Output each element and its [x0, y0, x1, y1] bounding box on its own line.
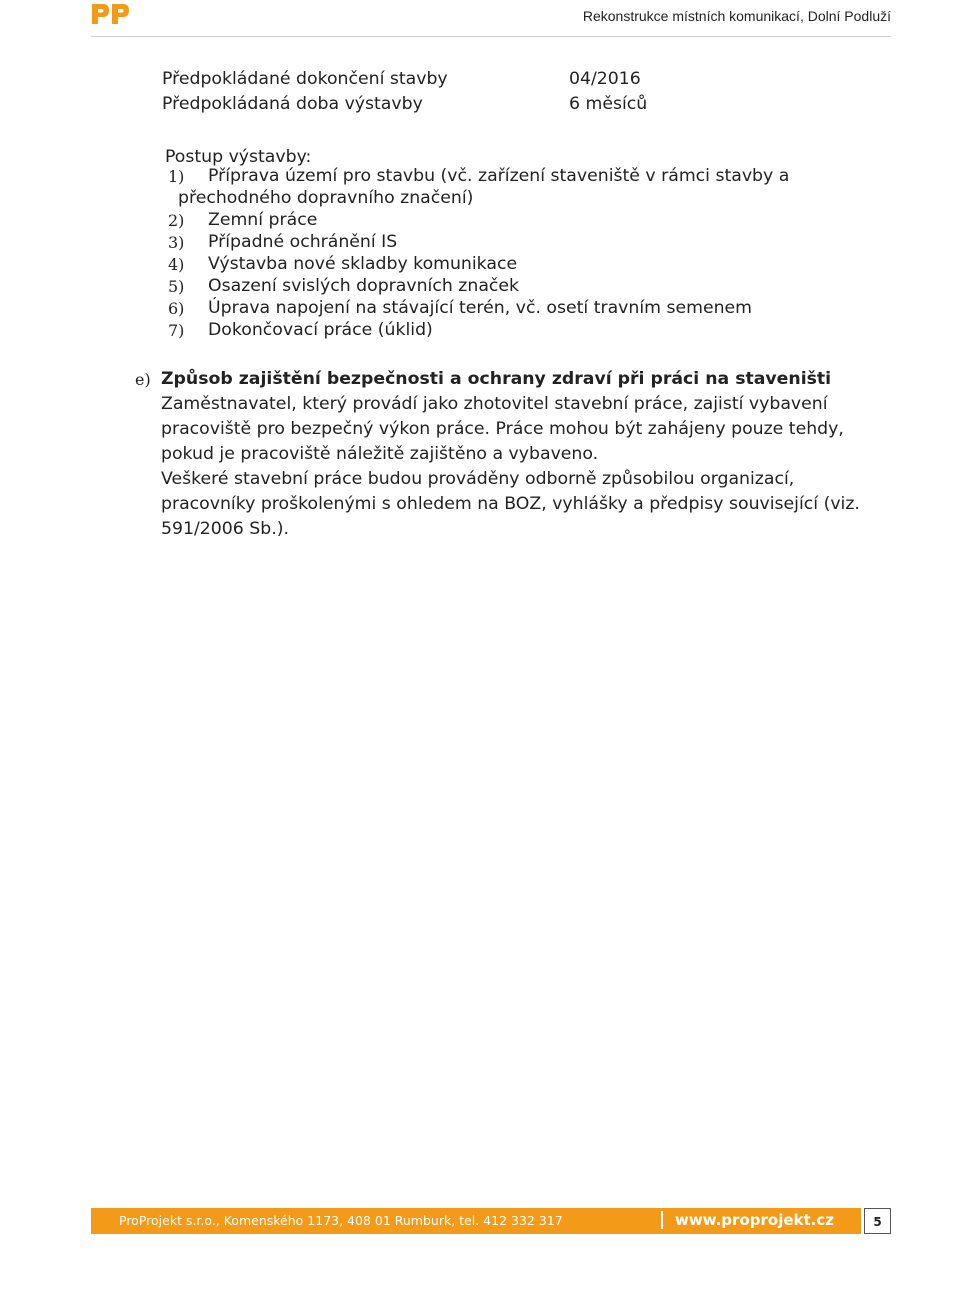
list-item-number: 6) — [168, 299, 185, 318]
footer-bar — [91, 1208, 861, 1234]
list-item: Příprava území pro stavbu (vč. zařízení staveniště v rámci stavby a — [208, 166, 790, 186]
paragraph-line: pokud je pracoviště náležitě zajištěno a vybaveno. — [161, 444, 599, 464]
list-item: Případné ochránění IS — [208, 232, 398, 252]
paragraph-line: 591/2006 Sb.). — [161, 519, 289, 539]
completion-value: 04/2016 — [569, 69, 641, 89]
page-number: 5 — [864, 1208, 891, 1234]
duration-value: 6 měsíců — [569, 94, 648, 114]
list-item-number: 3) — [168, 233, 185, 252]
list-item-number: 4) — [168, 255, 185, 274]
completion-label: Předpokládané dokončení stavby — [162, 69, 448, 89]
footer-website-link[interactable]: www.proprojekt.cz — [675, 1211, 834, 1229]
list-item: Dokončovací práce (úklid) — [208, 320, 433, 340]
section-heading: Způsob zajištění bezpečnosti a ochrany zdraví při práci na staveništi — [161, 369, 832, 389]
header-divider — [91, 36, 891, 37]
list-item-number: 5) — [168, 277, 185, 296]
footer-address: ProProjekt s.r.o., Komenského 1173, 408 01 Rumburk, tel. 412 332 317 — [119, 1213, 563, 1228]
document-title: Rekonstrukce místních komunikací, Dolní Podluží — [582, 8, 891, 24]
duration-label: Předpokládaná doba výstavby — [162, 94, 423, 114]
list-item: Výstavba nové skladby komunikace — [208, 254, 518, 274]
procedure-heading: Postup výstavby: — [165, 147, 312, 167]
list-item-continuation: přechodného dopravního značení) — [178, 188, 474, 208]
list-item: Zemní práce — [208, 210, 318, 230]
proprojekt-logo — [91, 3, 131, 25]
list-item-number: 2) — [168, 211, 185, 230]
list-item: Osazení svislých dopravních značek — [208, 276, 520, 296]
list-item-number: 7) — [168, 321, 185, 340]
paragraph-line: pracovníky proškolenými s ohledem na BOZ, vyhlášky a předpisy související (viz. — [161, 494, 860, 514]
footer-divider — [661, 1211, 663, 1229]
paragraph-line: Veškeré stavební práce budou prováděny odborně způsobilou organizací, — [161, 469, 795, 489]
paragraph-line: pracoviště pro bezpečný výkon práce. Práce mohou být zahájeny pouze tehdy, — [161, 419, 844, 439]
paragraph-line: Zaměstnavatel, který provádí jako zhotovitel stavební práce, zajistí vybavení — [161, 394, 828, 414]
list-item: Úprava napojení na stávající terén, vč. osetí travním semenem — [208, 298, 753, 318]
list-item-number: 1) — [168, 167, 185, 186]
section-letter: e) — [135, 370, 151, 389]
